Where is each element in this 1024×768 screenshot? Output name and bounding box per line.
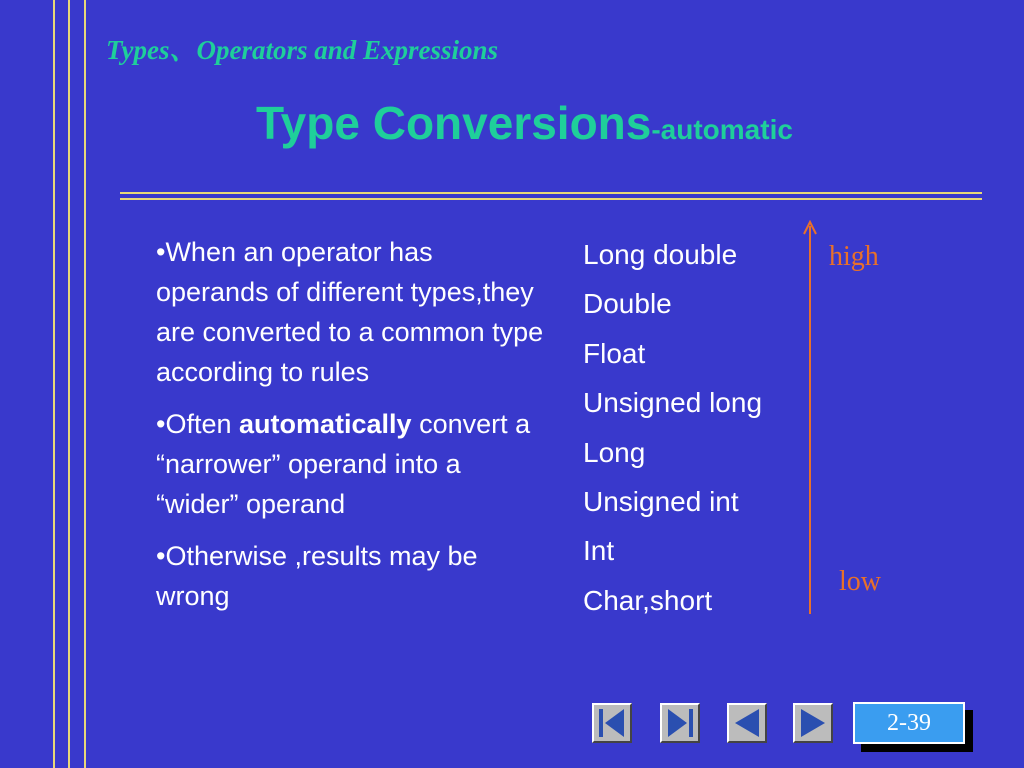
bullet-item [156, 404, 544, 524]
axis-label-low: low [839, 566, 881, 597]
type-item: Double [583, 288, 672, 320]
type-item: Long [583, 436, 646, 468]
slide-header: Types、Operators and Expressions [106, 35, 499, 65]
bullet-text: convert a “narrower” operand into a “wider” operand [156, 409, 531, 519]
type-item: Float [583, 337, 646, 369]
previous-arrow-icon [729, 705, 765, 741]
title-divider-bottom [120, 198, 982, 200]
bullet-list [156, 232, 544, 628]
type-item: Long double [583, 239, 738, 270]
left-margin-line-1 [53, 0, 55, 768]
left-margin-line-3 [84, 0, 86, 768]
type-hierarchy-list [583, 230, 762, 625]
next-slide-button[interactable] [793, 703, 833, 743]
axis-label-high: high [829, 241, 879, 272]
type-item: Char,short [583, 584, 713, 616]
bullet-item: •Otherwise ,results may be wrong [156, 541, 478, 611]
last-slide-icon [662, 705, 698, 741]
first-slide-button[interactable] [592, 703, 632, 743]
type-item: Unsigned int [583, 486, 739, 518]
type-item: Unsigned long [583, 387, 763, 419]
title-divider-top [120, 192, 982, 194]
next-arrow-icon [795, 705, 831, 741]
bullet-text: •Often [156, 409, 239, 439]
left-margin-line-2 [68, 0, 70, 768]
first-slide-icon [594, 705, 630, 741]
title-main: Type Conversions [256, 97, 652, 149]
bullet-emphasis: automatically [239, 409, 412, 439]
title-subtitle: -automatic [651, 114, 793, 145]
previous-slide-button[interactable] [727, 703, 767, 743]
type-item: Int [583, 535, 615, 567]
page-number: 2-39 [853, 702, 965, 744]
last-slide-button[interactable] [660, 703, 700, 743]
up-arrow-icon [798, 220, 822, 616]
slide-title [256, 96, 793, 150]
bullet-item: •When an operator has operands of different types,they are converted to a common type according to rules [156, 237, 544, 387]
